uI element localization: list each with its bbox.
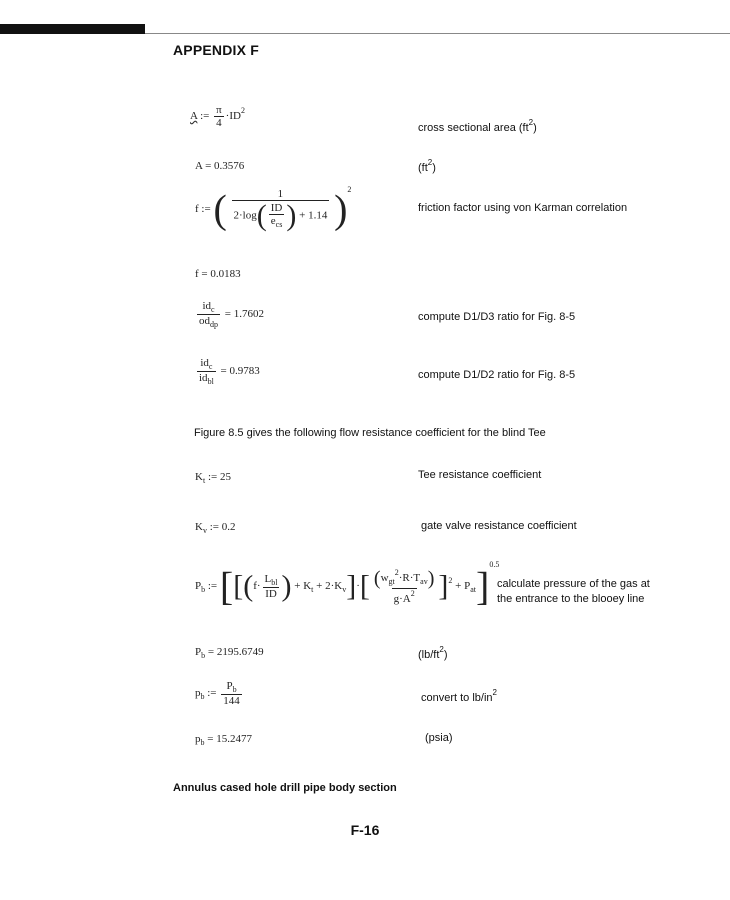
friction-factor-equation: f := ( 1 2·log( $\frac{ID}{e_{cs}}$ ) + 1.14 )$^2$ bbox=[195, 185, 352, 232]
valve-coefficient-equation: $K_v$ := 0.2 bbox=[195, 521, 236, 535]
pressure-equation: $P_b$ := [[(f· $\frac{L_{bl}}{ID}$ ) + $K_t + 2\cdot K_v]\cdot$[ $\frac{(w_{gt}^2\cdot R\cdot T_{av})}{g\cdot A^2}$ ]$^2 + P_{at}]^{0.5}$ bbox=[195, 560, 500, 609]
header-bar bbox=[0, 24, 145, 34]
pressure-description-line1: calculate pressure of the gas at bbox=[497, 578, 650, 590]
pressure-conversion-equation: $p_b$ := $\frac{P_b}{144}$ bbox=[195, 680, 240, 707]
friction-factor-description: friction factor using von Karman correlation bbox=[418, 202, 628, 214]
ratio-d1-d2-description: compute D1/D2 ratio for Fig. 8-5 bbox=[418, 369, 576, 381]
figure-reference-paragraph: Figure 8.5 gives the following flow resistance coefficient for the blind Tee bbox=[194, 427, 546, 439]
pressure-psia-unit: (psia) bbox=[425, 732, 453, 744]
area-value: A = 0.3576 bbox=[195, 160, 245, 172]
tee-coefficient-description: Tee resistance coefficient bbox=[418, 469, 542, 481]
area-definition-description: cross sectional area $(ft^2)$ bbox=[418, 118, 537, 134]
pressure-unit: $(lb/ft^2)$ bbox=[418, 645, 448, 661]
area-definition-equation: A := $\frac{\pi}{4}$ $\cdot ID^2$ bbox=[190, 104, 245, 129]
ratio-d1-d3-equation: $\frac{id_c}{od_{dp}}$ = 1.7602 bbox=[199, 300, 264, 329]
header-rule bbox=[145, 33, 730, 34]
ratio-d1-d2-equation: $\frac{id_c}{id_{bl}}$ = 0.9783 bbox=[199, 357, 260, 386]
appendix-title: APPENDIX F bbox=[173, 42, 260, 58]
pressure-value: $P_b = 2195.6749$ bbox=[195, 646, 264, 660]
valve-coefficient-description: gate valve resistance coefficient bbox=[421, 520, 577, 532]
page-number: F-16 bbox=[350, 822, 380, 838]
friction-value: f = 0.0183 bbox=[195, 268, 241, 280]
pressure-psia-value: $p_b = 15.2477$ bbox=[195, 733, 252, 747]
pressure-description-line2: the entrance to the blooey line bbox=[497, 593, 645, 605]
area-unit: $(ft^2)$ bbox=[418, 158, 436, 174]
tee-coefficient-equation: $K_t$ := 25 bbox=[195, 471, 231, 485]
ratio-d1-d3-description: compute D1/D3 ratio for Fig. 8-5 bbox=[418, 311, 576, 323]
pressure-conversion-description: convert to $lb/in^2$ bbox=[421, 688, 497, 704]
section-heading: Annulus cased hole drill pipe body section bbox=[173, 782, 397, 794]
